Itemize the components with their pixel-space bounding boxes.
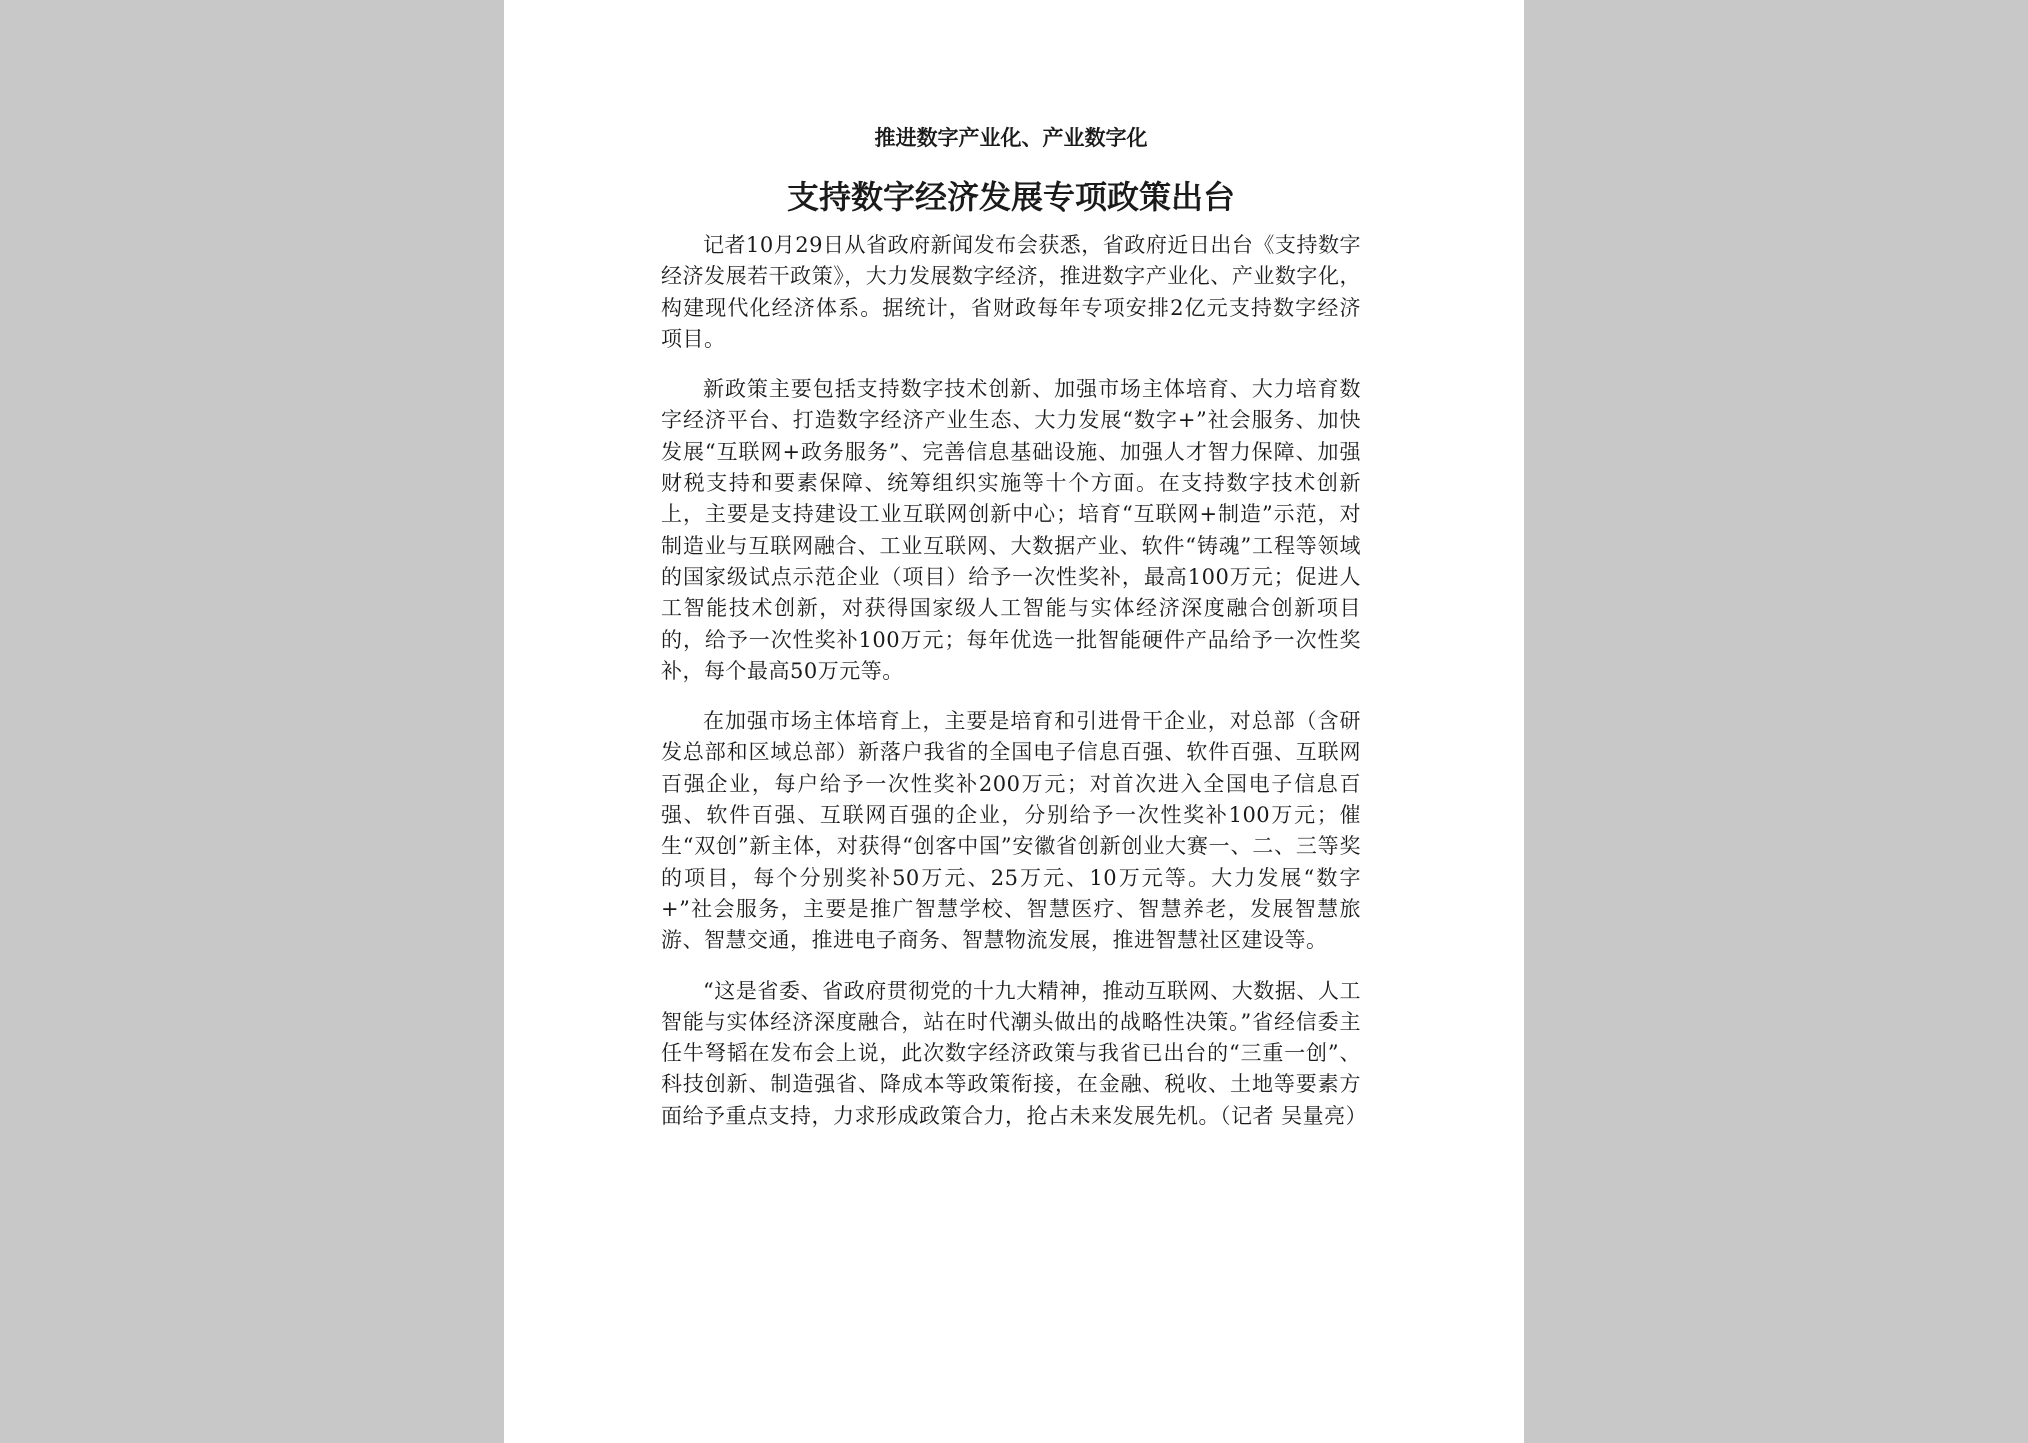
article-title: 支持数字经济发展专项政策出台 (786, 178, 1235, 216)
article (661, 118, 1368, 1151)
article-subtitle: 推进数字产业化、产业数字化 (874, 126, 1148, 150)
article-paragraph-2: 新政策主要包括支持数字技术创新、加强市场主体培育、大力培育数字经济平台、打造数字经济产业生态、大力发展“数字+”社会服务、加快发展“互联网+政务服务”、完善信息基础设施、加强人才智力保障、加强财税支持和要素保障、统筹组织实施等十个方面。在支持数字技术创新上，主要是支持建设工业互联网创新中心；培育“互联网+制造”示范，对制造业与互联网融合、工业互联网、大数据产业、软件“铸魂”工程等领域的国家级试点示范企业（项目）给予一次性奖补，最高100万元；促进人工智能技术创新，对获得国家级人工智能与实体经济深度融合创新项目的，给予一次性奖补100万元；每年优选一批智能硬件产品给予一次性奖补，每个最高50万元等。 (661, 377, 1361, 683)
document-page (504, 0, 1524, 1443)
article-paragraph-1: 记者10月29日从省政府新闻发布会获悉，省政府近日出台《支持数字经济发展若干政策》，大力发展数字经济，推进数字产业化、产业数字化，构建现代化经济体系。据统计，省财政每年专项安排2亿元支持数字经济项目。 (661, 233, 1361, 351)
article-paragraph-3: 在加强市场主体培育上，主要是培育和引进骨干企业，对总部（含研发总部和区域总部）新落户我省的全国电子信息百强、软件百强、互联网百强企业，每户给予一次性奖补200万元；对首次进入全国电子信息百强、软件百强、互联网百强的企业，分别给予一次性奖补100万元；催生“双创”新主体，对获得“创客中国”安徽省创新创业大赛一、二、三等奖的项目，每个分别奖补50万元、25万元、10万元等。大力发展“数字+”社会服务，主要是推广智慧学校、智慧医疗、智慧养老，发展智慧旅游、智慧交通，推进电子商务、智慧物流发展，推进智慧社区建设等。 (661, 709, 1361, 953)
article-paragraph-4: “这是省委、省政府贯彻党的十九大精神，推动互联网、大数据、人工智能与实体经济深度融合，站在时代潮头做出的战略性决策。”省经信委主任牛弩韬在发布会上说，此次数字经济政策与我省已出台的“三重一创”、科技创新、制造强省、降成本等政策衔接，在金融、税收、土地等要素方面给予重点支持，力求形成政策合力，抢占未来发展先机。（记者 吴量亮） (661, 978, 1368, 1128)
